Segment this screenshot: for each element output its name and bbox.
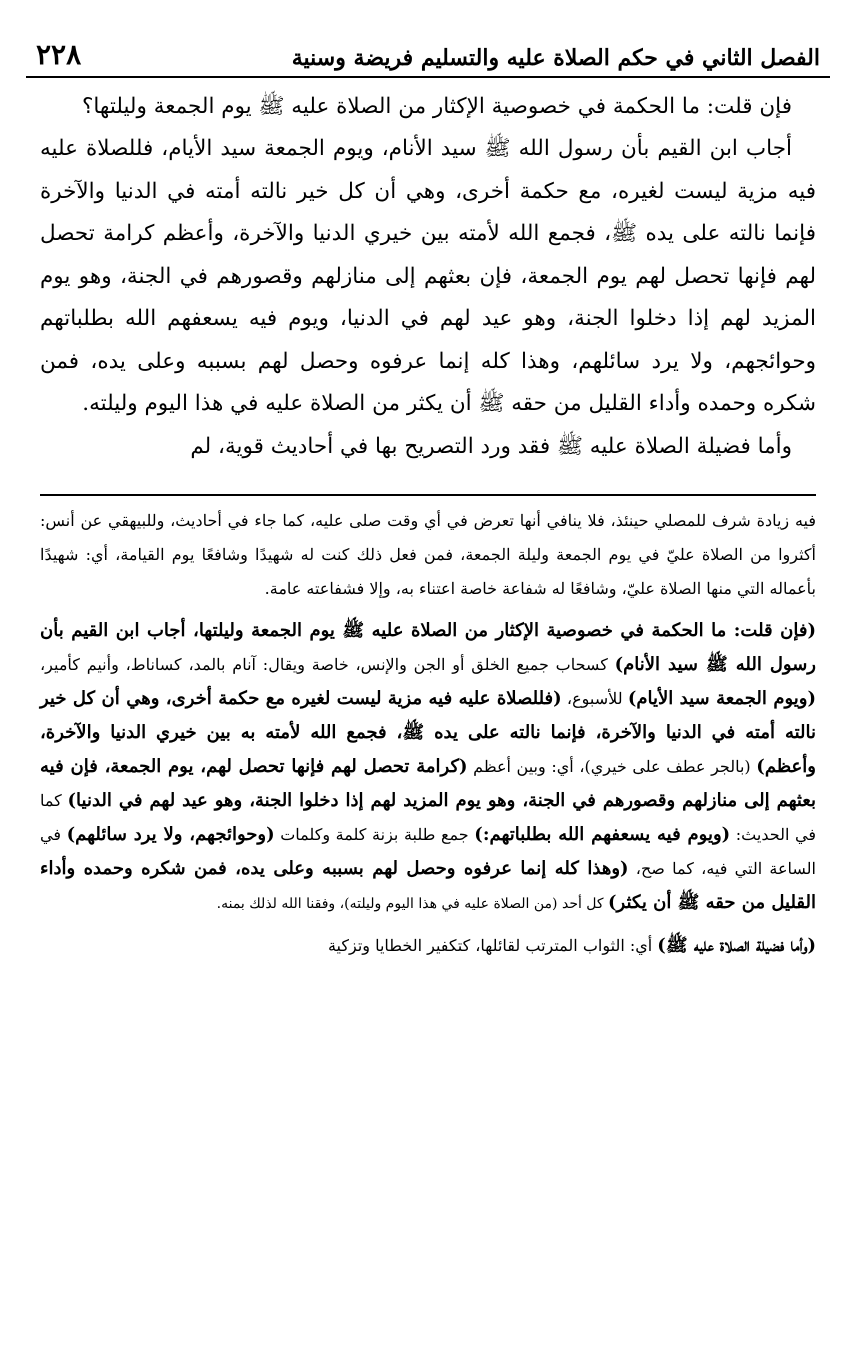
gloss-text: كل أحد [557,896,609,913]
gloss-text: ، وفقنا الله لذلك بمنه. [216,896,345,913]
gloss-text: (بالجر عطف على خيري)، أي: وبين أعظم [467,757,757,777]
commentary-paragraph [40,614,816,921]
commentary [26,504,830,963]
quoted-text: (فللصلاة عليه فيه مزية ليست لغيره مع حكمة أخرى، وهي أن كل خير نالته أمته في الدنيا والآخرة، فإنما نالته على يده ﷺ، فجمع الله لأمته به بين خيري الدنيا والآخرة، وأعظم) [40,688,816,778]
gloss-text: جمع طلبة بزنة كلمة وكلمات [274,825,475,845]
page-number: ٢٢٨ [36,38,82,71]
header-rule [26,76,830,78]
gloss-text: أي: الثواب المترتب لقائلها، كتكفير الخطايا وتزكية [327,936,658,956]
answer-paragraph: أجاب ابن القيم بأن رسول الله ﷺ سيد الأنام، ويوم الجمعة سيد الأيام، فللصلاة عليه فيه مزية ليست لغيره، مع حكمة أخرى، وهي أن كل خير نالته أمته في الدنيا والآخرة فإنما نالته على يده ﷺ، فجمع الله لأمته بين خيري الدنيا والآخرة، وأعظم كرامة تحصل لهم فإنها تحصل لهم يوم الجمعة، فإن بعثهم إلى منازلهم وقصورهم في الجنة، وهو يوم المزيد لهم إذا دخلوا الجنة، وهو عيد لهم في الدنيا، ويوم فيه يسعفهم الله بطلباتهم وحوائجهم، ولا يرد سائلهم، وهذا كله إنما عرفوه وحصل لهم بسببه وعلى يده، فمن شكره وحمده وأداء القليل من حقه ﷺ أن يكثر من الصلاة عليه في هذا اليوم وليلته. [40,136,816,417]
quoted-text: (وهذا كله إنما عرفوه وحصل لهم بسببه وعلى يده، فمن شكره وحمده وأداء القليل من حقه ﷺ أن يكثر) [40,858,816,914]
quoted-text: (وأما فضيلة الصلاة عليه ﷺ) [657,935,816,957]
gloss-text: في الساعة التي فيه، كما صح، [40,825,817,879]
commentary-paragraph [40,929,816,963]
commentary-separator [40,494,816,496]
gloss-text: للأسبوع، [561,689,628,709]
virtue-paragraph: وأما فضيلة الصلاة عليه ﷺ فقد ورد التصريح بها في أحاديث قوية، لم [190,433,792,459]
gloss-text: كما في الحديث: [40,791,816,845]
question-paragraph: فإن قلت: ما الحكمة في خصوصية الإكثار من الصلاة عليه ﷺ يوم الجمعة وليلتها؟ [81,93,792,119]
footnote-paragraph: فيه زيادة شرف للمصلي حينئذ، فلا ينافي أنها تعرض في أي وقت صلى عليه، كما جاء في أحاديث، وللبيهقي عن أنس: أكثروا من الصلاة عليّ في يوم الجمعة وليلة الجمعة، فمن فعل ذلك كنت له شهيدًا وشافعًا يوم القيامة، أي: شهيدًا بأعماله التي منها الصلاة عليّ، وشافعًا له شفاعة خاصة اعتناء به، وإلا فشفاعته عامة. [40,511,816,599]
quoted-text: (وحوائجهم، ولا يرد سائلهم) [66,824,275,846]
gloss-text: كسحاب جميع الخلق أو الجن والإنس، خاصة ويقال: آنام بالمد، كساناط، وأنيم كأمير، [40,655,615,675]
quoted-text: (من الصلاة عليه في هذا اليوم وليلته) [344,896,558,913]
page-header [26,38,830,76]
main-text [26,86,830,469]
quoted-text: (ويوم فيه يسعفهم الله بطلباتهم:) [474,824,731,846]
chapter-title: الفصل الثاني في حكم الصلاة عليه والتسليم فريضة وسنية [291,45,820,72]
quoted-text: (كرامة تحصل لهم فإنها تحصل لهم، يوم الجمعة، فإن فيه بعثهم إلى منازلهم وقصورهم في الجنة، وهو يوم المزيد لهم إذا دخلوا الجنة، وهو عيد لهم في الدنيا) [40,756,816,812]
quoted-text: (ويوم الجمعة سيد الأيام) [627,688,817,710]
quoted-text: (فإن قلت: ما الحكمة في خصوصية الإكثار من الصلاة عليه ﷺ يوم الجمعة وليلتها، أجاب ابن القيم بأن رسول الله ﷺ سيد الأنام) [40,620,816,676]
